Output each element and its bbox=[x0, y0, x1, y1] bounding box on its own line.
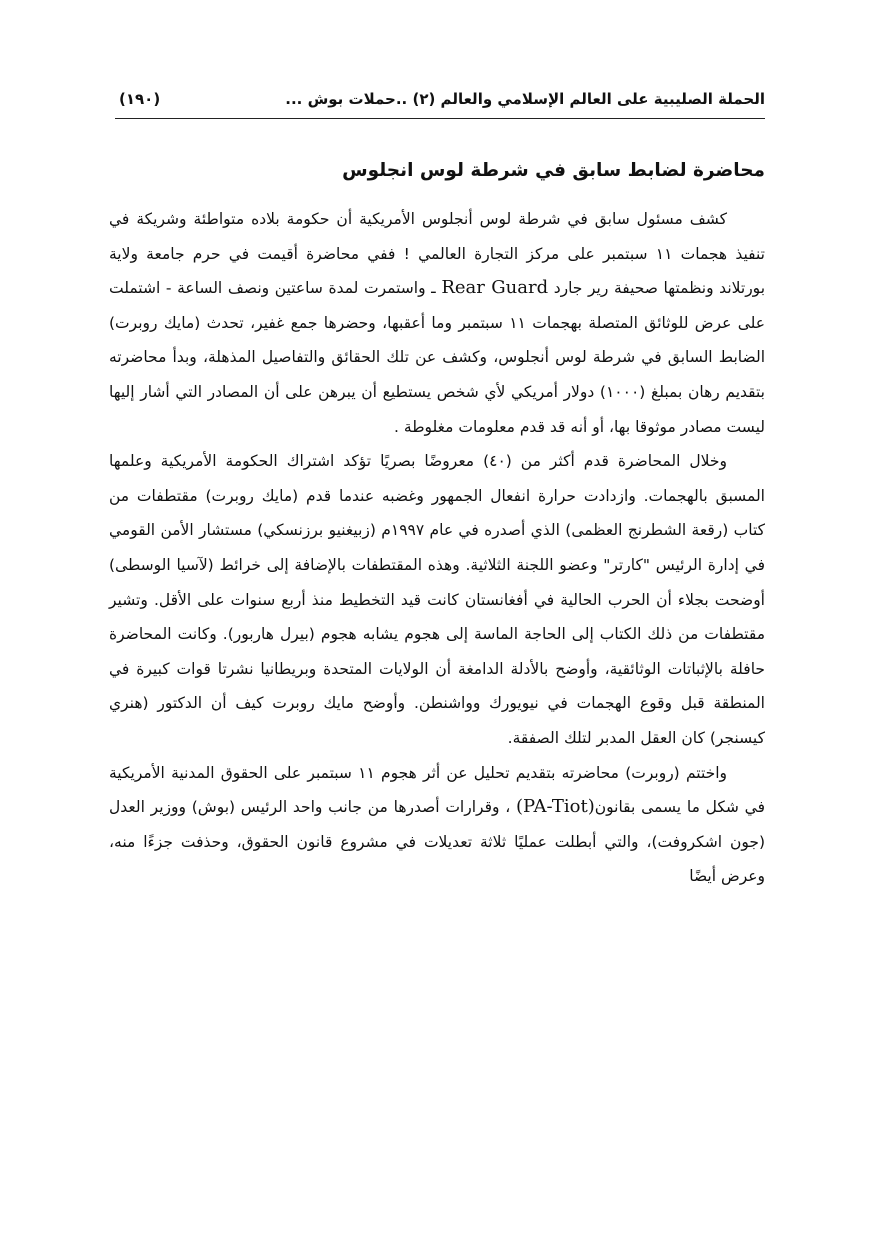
running-header bbox=[115, 88, 765, 119]
page-number: (١٩٠) bbox=[119, 90, 161, 108]
paragraph-3-part-2: ، وقرارات أصدرها من جانب واحد الرئيس (بوش) ووزير العدل (جون اشكروفت)، والتي أبطلت عمليًا ثلاثة تعديلات في مشروع قانون الحقوق، وحذفت جزءًا منه، وعرض أيضًا bbox=[109, 798, 765, 886]
running-title: الحملة الصليبية على العالم الإسلامي والعالم (٢) ..حملات بوش ... bbox=[285, 90, 765, 108]
paragraph-3-part-1: واختتم (روبرت) محاضرته بتقديم تحليل عن أثر هجوم ١١ سبتمبر على الحقوق المدنية الأمريكية في شكل ما يسمى بقانون bbox=[109, 763, 765, 817]
paragraph-3 bbox=[109, 756, 765, 894]
paragraph-3-latin-term: (PA-Tiot) bbox=[515, 796, 595, 818]
paragraph-1 bbox=[109, 202, 765, 444]
paragraph-2: وخلال المحاضرة قدم أكثر من (٤٠) معروضًا بصريًا تؤكد اشتراك الحكومة الأمريكية وعلمها المسبق بالهجمات. وازدادت حرارة انفعال الجمهور وغضبه عندما قدم (مايك روبرت) مقتطفات من كتاب (رقعة الشطرنج العظمى) الذي أصدره في عام ١٩٩٧م (زبيغنيو برزنسكي) مستشار الأمن القومي في إدارة الرئيس "كارتر" وعضو اللجنة الثلاثية. وهذه المقتطفات بالإضافة إلى خرائط (لآسيا الوسطى) أوضحت بجلاء أن الحرب الحالية في أفغانستان كانت قيد التخطيط منذ أربع سنوات على الأقل. وتشير مقتطفات من ذلك الكتاب إلى الحاجة الماسة إلى هجوم يشابه هجوم (بيرل هاربور). وكانت المحاضرة حافلة بالإثباتات الوثائقية، وأوضح بالأدلة الدامغة أن الولايات المتحدة وبريطانيا نشرتا قوات كبيرة في المنطقة قبل وقوع الهجمات في نيويورك وواشنطن. وأوضح مايك روبرت كيف أن الدكتور (هنري كيسنجر) كان العقل المدبر لتلك الصفقة. bbox=[109, 452, 765, 747]
paragraph-1-latin-term: Rear Guard bbox=[441, 277, 549, 299]
section-title: محاضرة لضابط سابق في شرطة لوس انجلوس bbox=[342, 160, 765, 181]
body-text bbox=[109, 202, 765, 894]
paragraph-1-part-2: ـ واستمرت لمدة ساعتين ونصف الساعة - اشتملت على عرض للوثائق المتصلة بهجمات ١١ سبتمبر وما أعقبها، وحضرها جمع غفير، تحدث (مايك روبرت) الضابط السابق في شرطة لوس أنجلوس، وكشف عن تلك الحقائق والتفاصيل المذهلة، وبدأ محاضرته بتقديم رهان بمبلغ (١٠٠٠) دولار أمريكي لأي شخص يستطيع أن يبرهن على أن المصادر التي أشار إليها ليست مصادر موثوقا بها، أو أنه قد قدم معلومات مغلوطة . bbox=[109, 279, 765, 436]
paragraph-1-part-1: كشف مسئول سابق في شرطة لوس أنجلوس الأمريكية أن حكومة بلاده متواطئة وشريكة في تنفيذ هجمات ١١ سبتمبر على مركز التجارة العالمي ! ففي محاضرة أقيمت في حرم جامعة ولاية بورتلاند ونظمتها صحيفة رير جارد bbox=[109, 210, 766, 298]
